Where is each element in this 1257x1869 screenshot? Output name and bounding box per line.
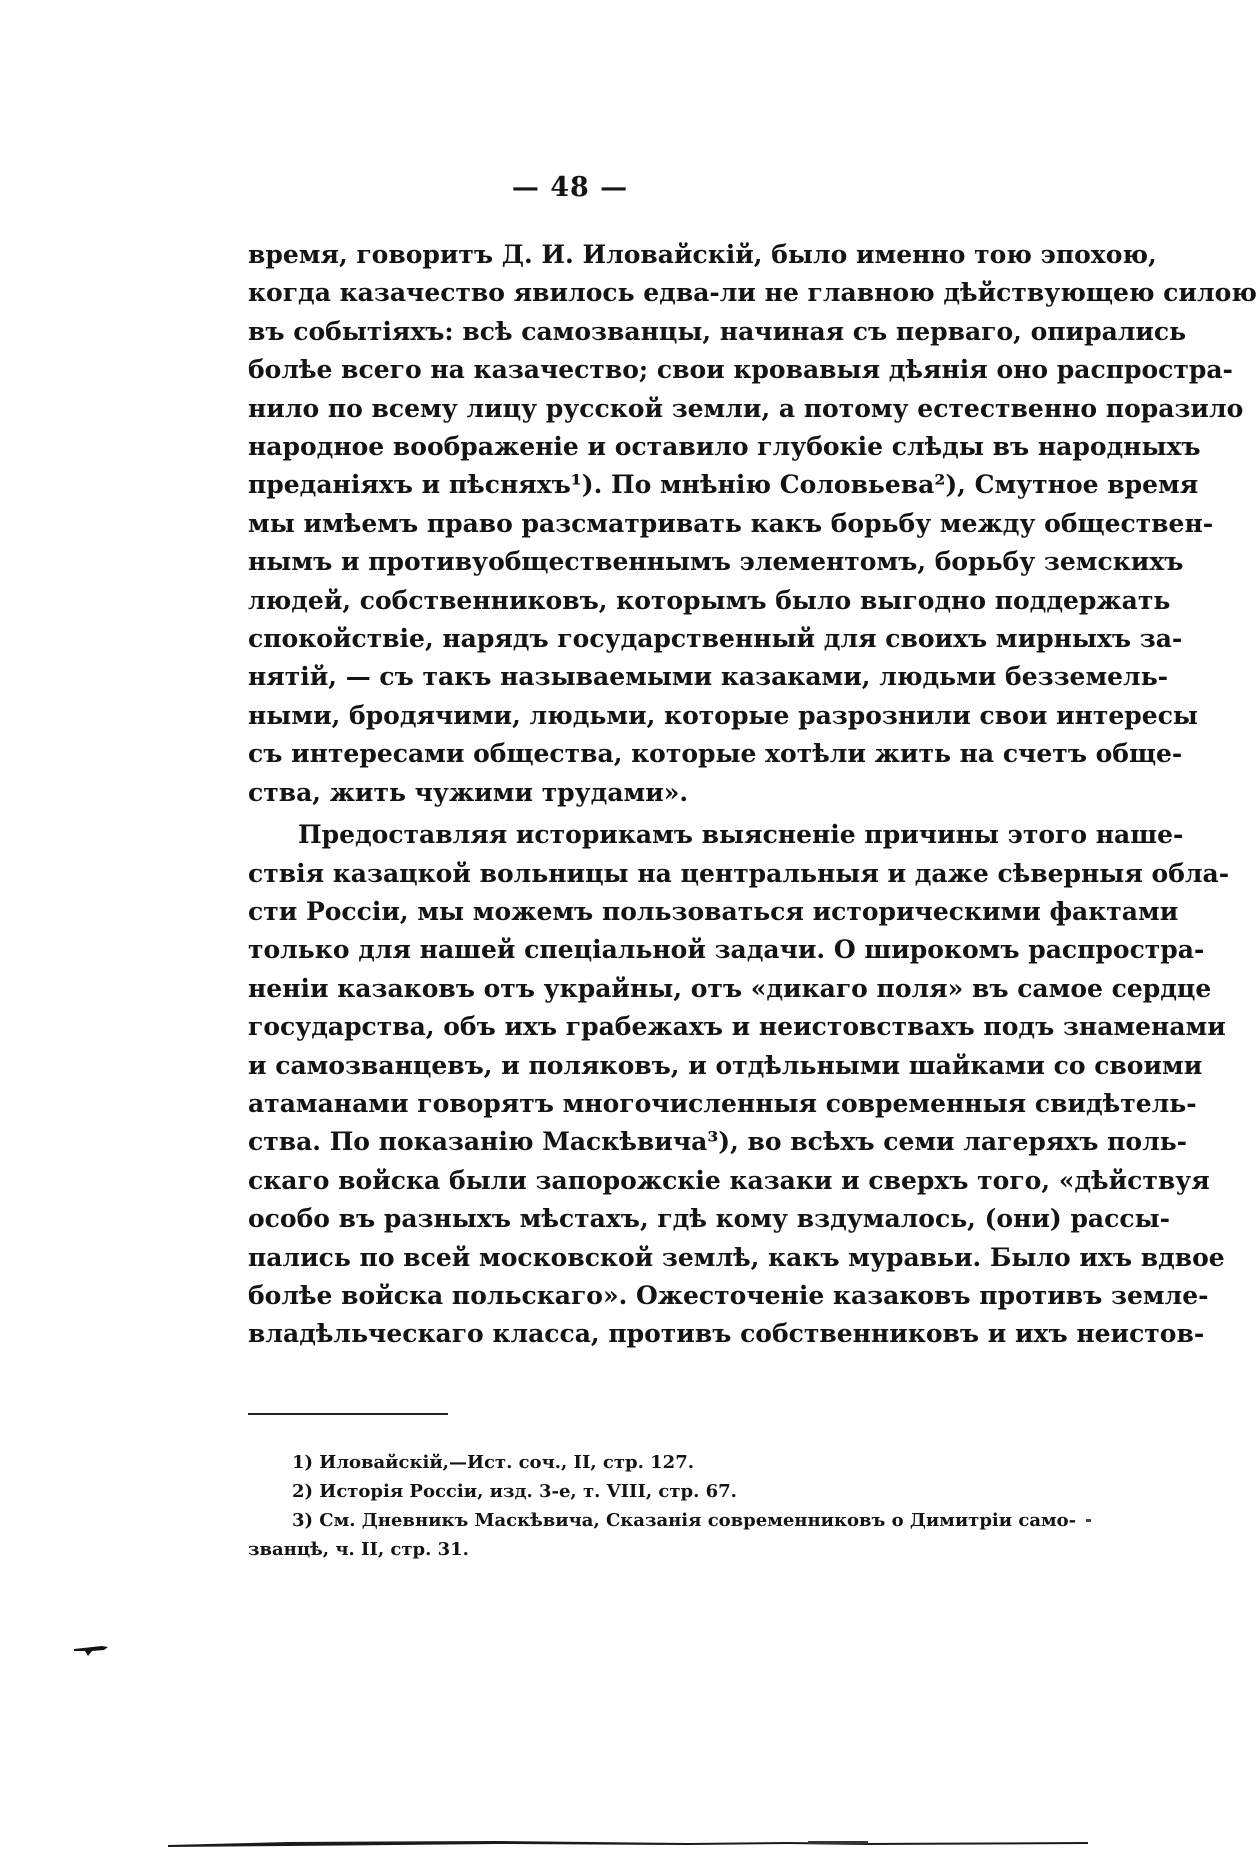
text-line: преданіяхъ и пѣсняхъ¹). По мнѣнію Соловьева²), Смутное время: [248, 470, 1199, 500]
footnote-3: 3) См. Дневникъ Маскѣвича, Сказанія современниковъ о Димитріи само-: [292, 1510, 1077, 1531]
text-line: болѣе всего на казачество; свои кровавыя дѣянія оно распростра-: [248, 355, 1233, 385]
text-line: когда казачество явилось едва-ли не главною дѣйствующею силою: [248, 278, 1257, 308]
text-line: пались по всей московской землѣ, какъ муравьи. Было ихъ вдвое: [248, 1242, 1225, 1272]
text-line: мы имѣемъ право разсматривать какъ борьбу между обществен-: [248, 508, 1214, 538]
main-text: [248, 236, 1257, 1354]
text-line: ствія казацкой вольницы на центральныя и даже сѣверныя обла-: [248, 858, 1230, 888]
text-line: нымъ и противуобщественнымъ элементомъ, борьбу земскихъ: [248, 547, 1184, 577]
text-line: съ интересами общества, которые хотѣли жить на счетъ обще-: [248, 739, 1183, 769]
margin-speck: [1086, 1519, 1091, 1522]
paragraph-1: [248, 236, 1257, 812]
text-line: въ событіяхъ: всѣ самозванцы, начиная съ перваго, опирались: [248, 316, 1187, 346]
text-line: нило по всему лицу русской земли, а потому естественно поразило: [248, 393, 1244, 423]
text-line: неніи казаковъ отъ украйны, отъ «дикаго поля» въ самое сердце: [248, 973, 1212, 1003]
text-line: сти Россіи, мы можемъ пользоваться историческими фактами: [248, 896, 1179, 926]
footnotes: [248, 1448, 1077, 1564]
printer-mark-icon: [74, 1644, 108, 1656]
footnote-divider: [248, 1413, 448, 1415]
text-line: государства, объ ихъ грабежахъ и неистовствахъ подъ знаменами: [248, 1012, 1226, 1042]
text-line: ства. По показанію Маскѣвича³), во всѣхъ семи лагеряхъ поль-: [248, 1127, 1188, 1157]
text-line: болѣе войска польскаго». Ожесточеніе казаковъ противъ земле-: [248, 1280, 1209, 1310]
paragraph-2: [248, 816, 1230, 1354]
text-line: атаманами говорятъ многочисленныя современныя свидѣтель-: [248, 1088, 1197, 1118]
text-line: народное воображеніе и оставило глубокіе слѣды въ народныхъ: [248, 432, 1201, 462]
text-line: скаго войска были запорожскіе казаки и сверхъ того, «дѣйствуя: [248, 1165, 1210, 1195]
text-line: нятій, — съ такъ называемыми казаками, людьми безземель-: [248, 662, 1169, 692]
footnote-3-continuation: званцѣ, ч. II, стр. 31.: [248, 1539, 469, 1560]
text-line: Предоставляя историкамъ выясненіе причины этого наше-: [298, 820, 1184, 850]
footnote-2: 2) Исторія Россіи, изд. 3-е, т. VIII, стр. 67.: [292, 1481, 737, 1502]
bottom-scan-edge-line: [168, 1838, 1088, 1848]
text-line: особо въ разныхъ мѣстахъ, гдѣ кому вздумалось, (они) рассы-: [248, 1204, 1171, 1234]
page-number: — 48 —: [511, 172, 629, 203]
text-line: спокойствіе, нарядъ государственный для своихъ мирныхъ за-: [248, 624, 1183, 654]
text-line: только для нашей спеціальной задачи. О широкомъ распростра-: [248, 935, 1205, 965]
text-line: и самозванцевъ, и поляковъ, и отдѣльными шайками со своими: [248, 1050, 1203, 1080]
text-line: владѣльческаго класса, противъ собственниковъ и ихъ неистов-: [248, 1319, 1205, 1349]
text-line: ства, жить чужими трудами».: [248, 777, 689, 807]
text-line: людей, собственниковъ, которымъ было выгодно поддержать: [248, 585, 1171, 615]
text-line: ными, бродячими, людьми, которые разрознили свои интересы: [248, 700, 1198, 730]
footnote-1: 1) Иловайскій,—Ист. соч., II, стр. 127.: [292, 1452, 694, 1473]
text-line: время, говоритъ Д. И. Иловайскій, было именно тою эпохою,: [248, 240, 1157, 269]
